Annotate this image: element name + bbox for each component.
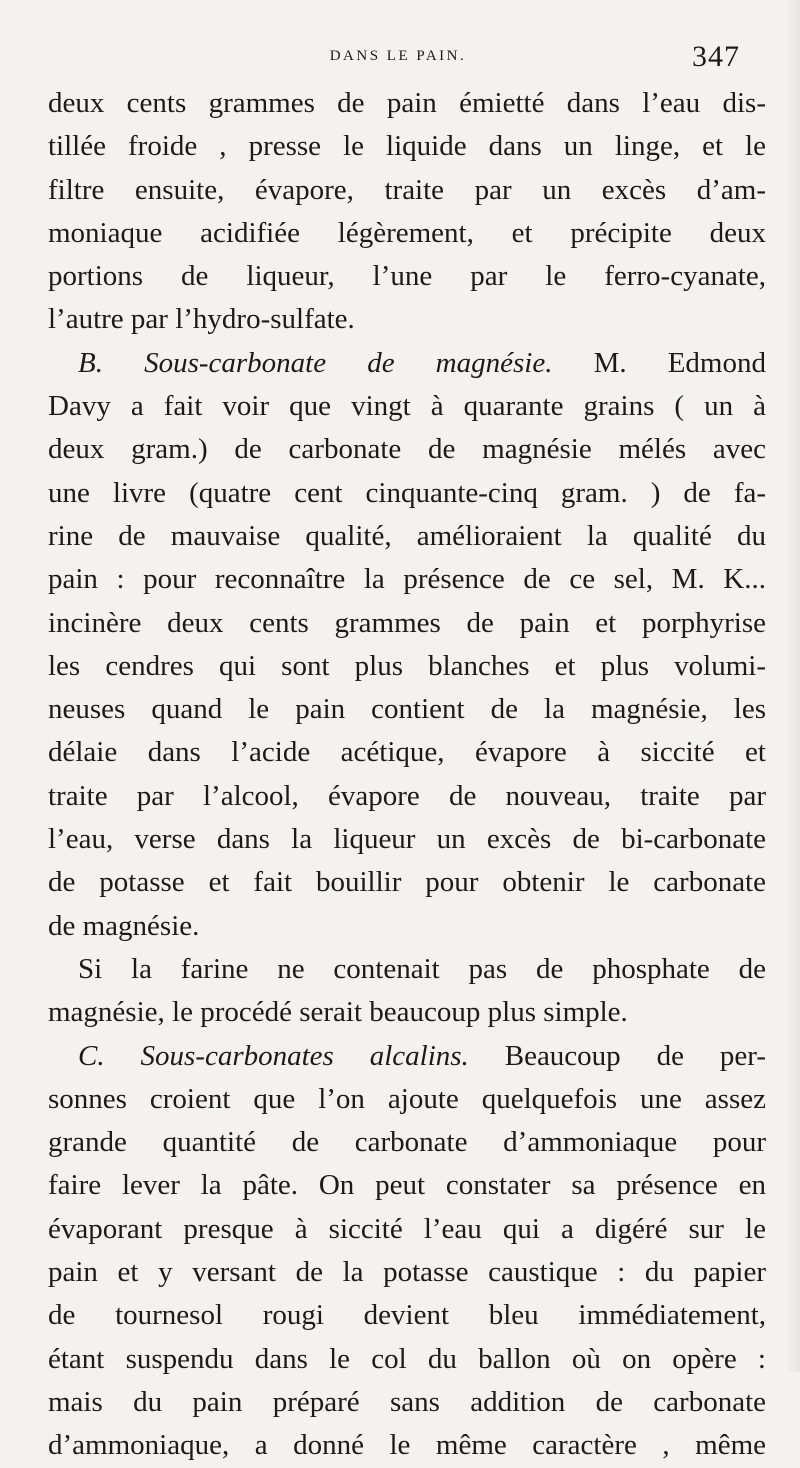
text-line: Si la farine ne contenait pas de phosphate de — [78, 952, 766, 985]
section-heading-line: B. Sous-carbonate de magnésie. M. Edmond — [78, 346, 766, 379]
text-line: évaporant presque à siccité l’eau qui a digéré sur le — [48, 1212, 766, 1245]
text-line: grande quantité de carbonate d’ammoniaque pour — [48, 1126, 766, 1159]
text-line: sonnes croient que l’on ajoute quelquefois une assez — [48, 1082, 766, 1115]
section-heading-b: B. Sous-carbonate de magnésie. — [78, 346, 553, 379]
text-line: moniaque acidifiée légèrement, et précipite deux — [48, 216, 766, 249]
text-line: deux cents grammes de pain émietté dans l’eau dis- — [48, 87, 766, 119]
text-line: rine de mauvaise qualité, amélioraient la qualité du — [48, 519, 766, 552]
text-line: de tournesol rougi devient bleu immédiatement, — [48, 1299, 766, 1332]
paragraph-continuation — [48, 82, 766, 342]
paragraph-phosphate-note — [48, 948, 766, 1035]
text-line: étant suspendu dans le col du ballon où on opère : — [48, 1342, 766, 1375]
text-line: l’autre par l’hydro-sulfate. — [48, 303, 355, 336]
page-number: 347 — [692, 40, 740, 73]
text-line: de magnésie. — [48, 909, 200, 942]
text-line: l’eau, verse dans la liqueur un excès de bi-carbonate — [48, 823, 766, 856]
section-heading-c: C. Sous-carbonates alcalins. — [78, 1039, 469, 1072]
text-line: d’ammoniaque, a donné le même caractère , même — [48, 1429, 766, 1462]
text-line: filtre ensuite, évapore, traite par un excès d’am- — [48, 173, 766, 206]
text-line: traite par l’alcool, évapore de nouveau, traite par — [48, 779, 766, 812]
text-line: pain : pour reconnaître la présence de ce sel, M. K... — [48, 563, 766, 596]
page-edge-shadow — [786, 0, 800, 1372]
text-line: magnésie, le procédé serait beaucoup plus simple. — [48, 996, 628, 1029]
text-line: une livre (quatre cent cinquante-cinq gram. ) de fa- — [48, 476, 766, 509]
paragraph-section-b — [48, 342, 766, 948]
paragraph-section-c — [48, 1035, 766, 1468]
text-line: deux gram.) de carbonate de magnésie mélés avec — [48, 433, 766, 466]
body-text — [48, 82, 766, 1468]
text-line: les cendres qui sont plus blanches et plus volumi- — [48, 649, 766, 682]
page-header — [48, 42, 748, 82]
text-line: pain et y versant de la potasse caustique : du papier — [48, 1256, 766, 1289]
text-line: Davy a fait voir que vingt à quarante grains ( un à — [48, 390, 766, 423]
running-head: DANS LE PAIN. — [329, 48, 467, 64]
text-line: neuses quand le pain contient de la magnésie, les — [48, 693, 766, 726]
text-line: portions de liqueur, l’une par le ferro-cyanate, — [48, 260, 766, 293]
text-line: incinère deux cents grammes de pain et porphyrise — [48, 606, 766, 639]
text-line: mais du pain préparé sans addition de carbonate — [48, 1385, 766, 1418]
text-line: tillée froide , presse le liquide dans un linge, et le — [48, 130, 766, 163]
text-line: de potasse et fait bouillir pour obtenir le carbonate — [48, 866, 766, 899]
text-line: délaie dans l’acide acétique, évapore à siccité et — [48, 736, 766, 769]
section-heading-line: C. Sous-carbonates alcalins. Beaucoup de per- — [78, 1039, 766, 1072]
text-line: faire lever la pâte. On peut constater sa présence en — [48, 1169, 766, 1202]
